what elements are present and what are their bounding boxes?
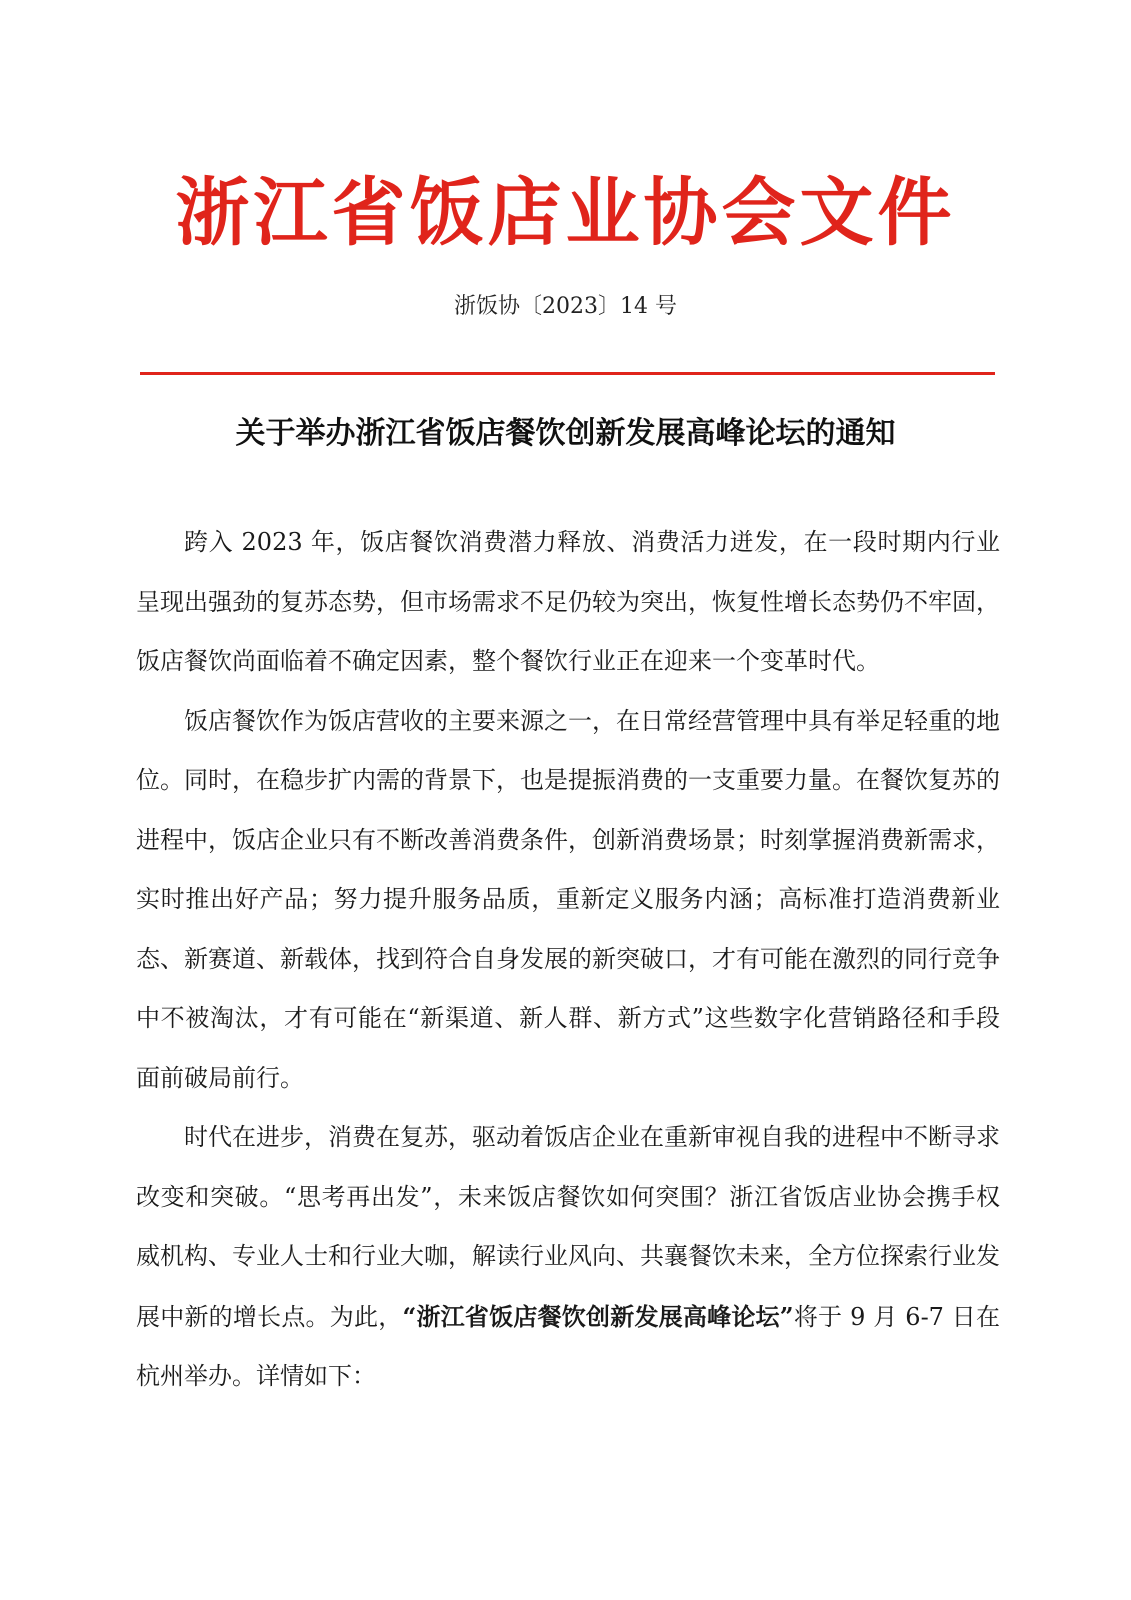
paragraph-3-details: 将于 9 月 6-7 日在杭州举办。详情如下： [136, 1302, 1001, 1390]
masthead-title: 浙江省饭店业协会文件 [175, 170, 956, 256]
paragraph-1: 跨入 2023 年，饭店餐饮消费潜力释放、消费活力迸发，在一段时期内行业呈现出强劲的复苏态势，但市场需求不足仍较为突出，恢复性增长态势仍不牢固，饭店餐饮尚面临着不确定因素，整个餐饮行业正在迎来一个变革时代。 [136, 528, 1000, 675]
forum-name-highlight: “浙江省饭店餐饮创新发展高峰论坛” [402, 1301, 794, 1331]
paragraph-2: 饭店餐饮作为饭店营收的主要来源之一，在日常经营管理中具有举足轻重的地位。同时，在稳步扩内需的背景下，也是提振消费的一支重要力量。在餐饮复苏的进程中，饭店企业只有不断改善消费条件，创新消费场景；时刻掌握消费新需求，实时推出好产品；努力提升服务品质，重新定义服务内涵；高标准打造消费新业态、新赛道、新载体，找到符合自身发展的新突破口，才有可能在激烈的同行竞争中不被淘汰，才有可能在“新渠道、新人群、新方式”这些数字化营销路径和手段面前破局前行。 [136, 706, 1000, 1092]
document-number: 浙饭协〔2023〕14 号 [454, 294, 677, 319]
notice-title: 关于举办浙江省饭店餐饮创新发展高峰论坛的通知 [235, 416, 896, 451]
notice-body [136, 513, 1000, 1407]
red-divider-line [140, 372, 995, 375]
paragraph-3 [136, 1108, 1000, 1407]
paragraph-3-intro: 时代在进步，消费在复苏，驱动着饭店企业在重新审视自我的进程中不断寻求改变和突破。“思考再出发”，未来饭店餐饮如何突围？浙江省饭店业协会携手权威机构、专业人士和行业大咖，解读行业风向、共襄餐饮未来，全方位探索行业发展中新的增长点。为此， [136, 1123, 1000, 1331]
